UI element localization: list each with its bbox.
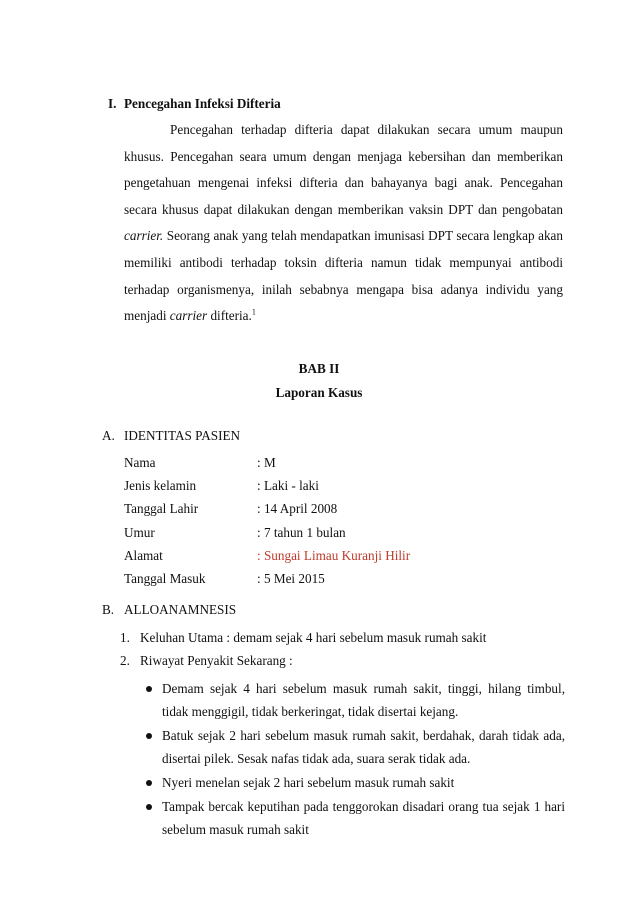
alloanamnesis-list — [120, 626, 565, 842]
item-number: 2. — [120, 652, 130, 668]
italic-carrier-2: carrier — [169, 308, 208, 324]
section-identity-heading — [102, 428, 240, 444]
item-text: Keluhan Utama : demam sejak 4 hari sebelum masuk rumah sakit — [140, 629, 487, 645]
bullet-text: Demam sejak 4 hari sebelum masuk rumah sakit, tinggi, hilang timbul, tidak menggigil, tidak berkeringat, tidak disertai kejang. — [162, 680, 565, 720]
bullet-text: Tampak bercak keputihan pada tenggorokan disadari orang tua sejak 1 hari sebelum masuk rumah sakit — [162, 798, 565, 838]
identity-row — [124, 544, 504, 567]
bullet-text: Nyeri menelan sejak 2 hari sebelum masuk rumah sakit — [162, 774, 455, 790]
section-prevention — [108, 96, 563, 330]
numbered-item — [120, 626, 565, 649]
identity-row — [124, 521, 504, 544]
identity-label: Jenis kelamin — [124, 477, 197, 493]
section-title: IDENTITAS PASIEN — [124, 428, 241, 443]
italic-carrier: carrier. — [124, 228, 164, 244]
section-number: I. — [108, 96, 117, 111]
para-text-start: Pencegahan terhadap difteria dapat dilakukan secara umum maupun khusus. Pencegahan seara umum dengan menjaga kebersihan dan memberikan pengetahuan mengenai infeksi difteria dan bahayanya bagi anak. Pencegahan secara khusus dapat dilakukan dengan memberikan vaksin DPT dan pengobatan — [124, 122, 563, 217]
identity-row — [124, 451, 504, 474]
identity-row — [124, 498, 504, 521]
identity-value: : M — [257, 454, 276, 470]
bullet-item — [141, 795, 565, 842]
identity-value: : 14 April 2008 — [257, 501, 338, 517]
identity-value: : 5 Mei 2015 — [257, 571, 325, 587]
identity-value-address: : Sungai Limau Kuranji Hilir — [257, 547, 411, 563]
patient-identity-table — [124, 451, 504, 591]
section-alloanamnesis-heading — [102, 602, 236, 618]
bullet-icon — [141, 771, 162, 795]
bullet-list — [141, 677, 565, 842]
identity-label: Umur — [124, 524, 155, 540]
identity-row — [124, 474, 504, 497]
section-letter: A. — [102, 428, 115, 443]
prevention-paragraph — [108, 117, 563, 330]
bullet-icon — [141, 677, 162, 724]
numbered-item — [120, 649, 565, 672]
identity-label: Tanggal Lahir — [124, 501, 199, 517]
bullet-item — [141, 724, 565, 771]
identity-label: Alamat — [124, 547, 163, 563]
bullet-icon — [141, 724, 162, 771]
identity-row — [124, 567, 504, 590]
item-text: Riwayat Penyakit Sekarang : — [140, 652, 293, 668]
bullet-item — [141, 677, 565, 724]
section-title: Pencegahan Infeksi Difteria — [124, 96, 281, 111]
para-text-mid: Seorang anak yang telah mendapatkan imunisasi DPT secara lengkap akan memiliki antibodi terhadap toksin difteria namun tidak mempunyai antibodi terhadap organismenya, inilah sebabnya mengapa bisa adanya individu yang menjadi — [124, 228, 563, 324]
identity-label: Tanggal Masuk — [124, 571, 206, 587]
bullet-item — [141, 771, 565, 795]
chapter-title: Laporan Kasus — [275, 385, 363, 400]
item-number: 1. — [120, 629, 130, 645]
identity-value: : Laki - laki — [257, 477, 319, 493]
section-title: ALLOANAMNESIS — [124, 602, 237, 617]
bullet-icon — [141, 795, 162, 842]
section-letter: B. — [102, 602, 115, 617]
section-heading — [108, 96, 563, 112]
para-text-end: difteria. — [207, 308, 252, 324]
footnote-ref: 1 — [251, 307, 256, 317]
identity-value: : 7 tahun 1 bulan — [257, 524, 346, 540]
identity-label: Nama — [124, 454, 156, 470]
chapter-label: BAB II — [298, 361, 340, 376]
bullet-text: Batuk sejak 2 hari sebelum masuk rumah sakit, berdahak, darah tidak ada, disertai pilek. Sesak nafas tidak ada, suara serak tidak ada. — [162, 727, 565, 767]
